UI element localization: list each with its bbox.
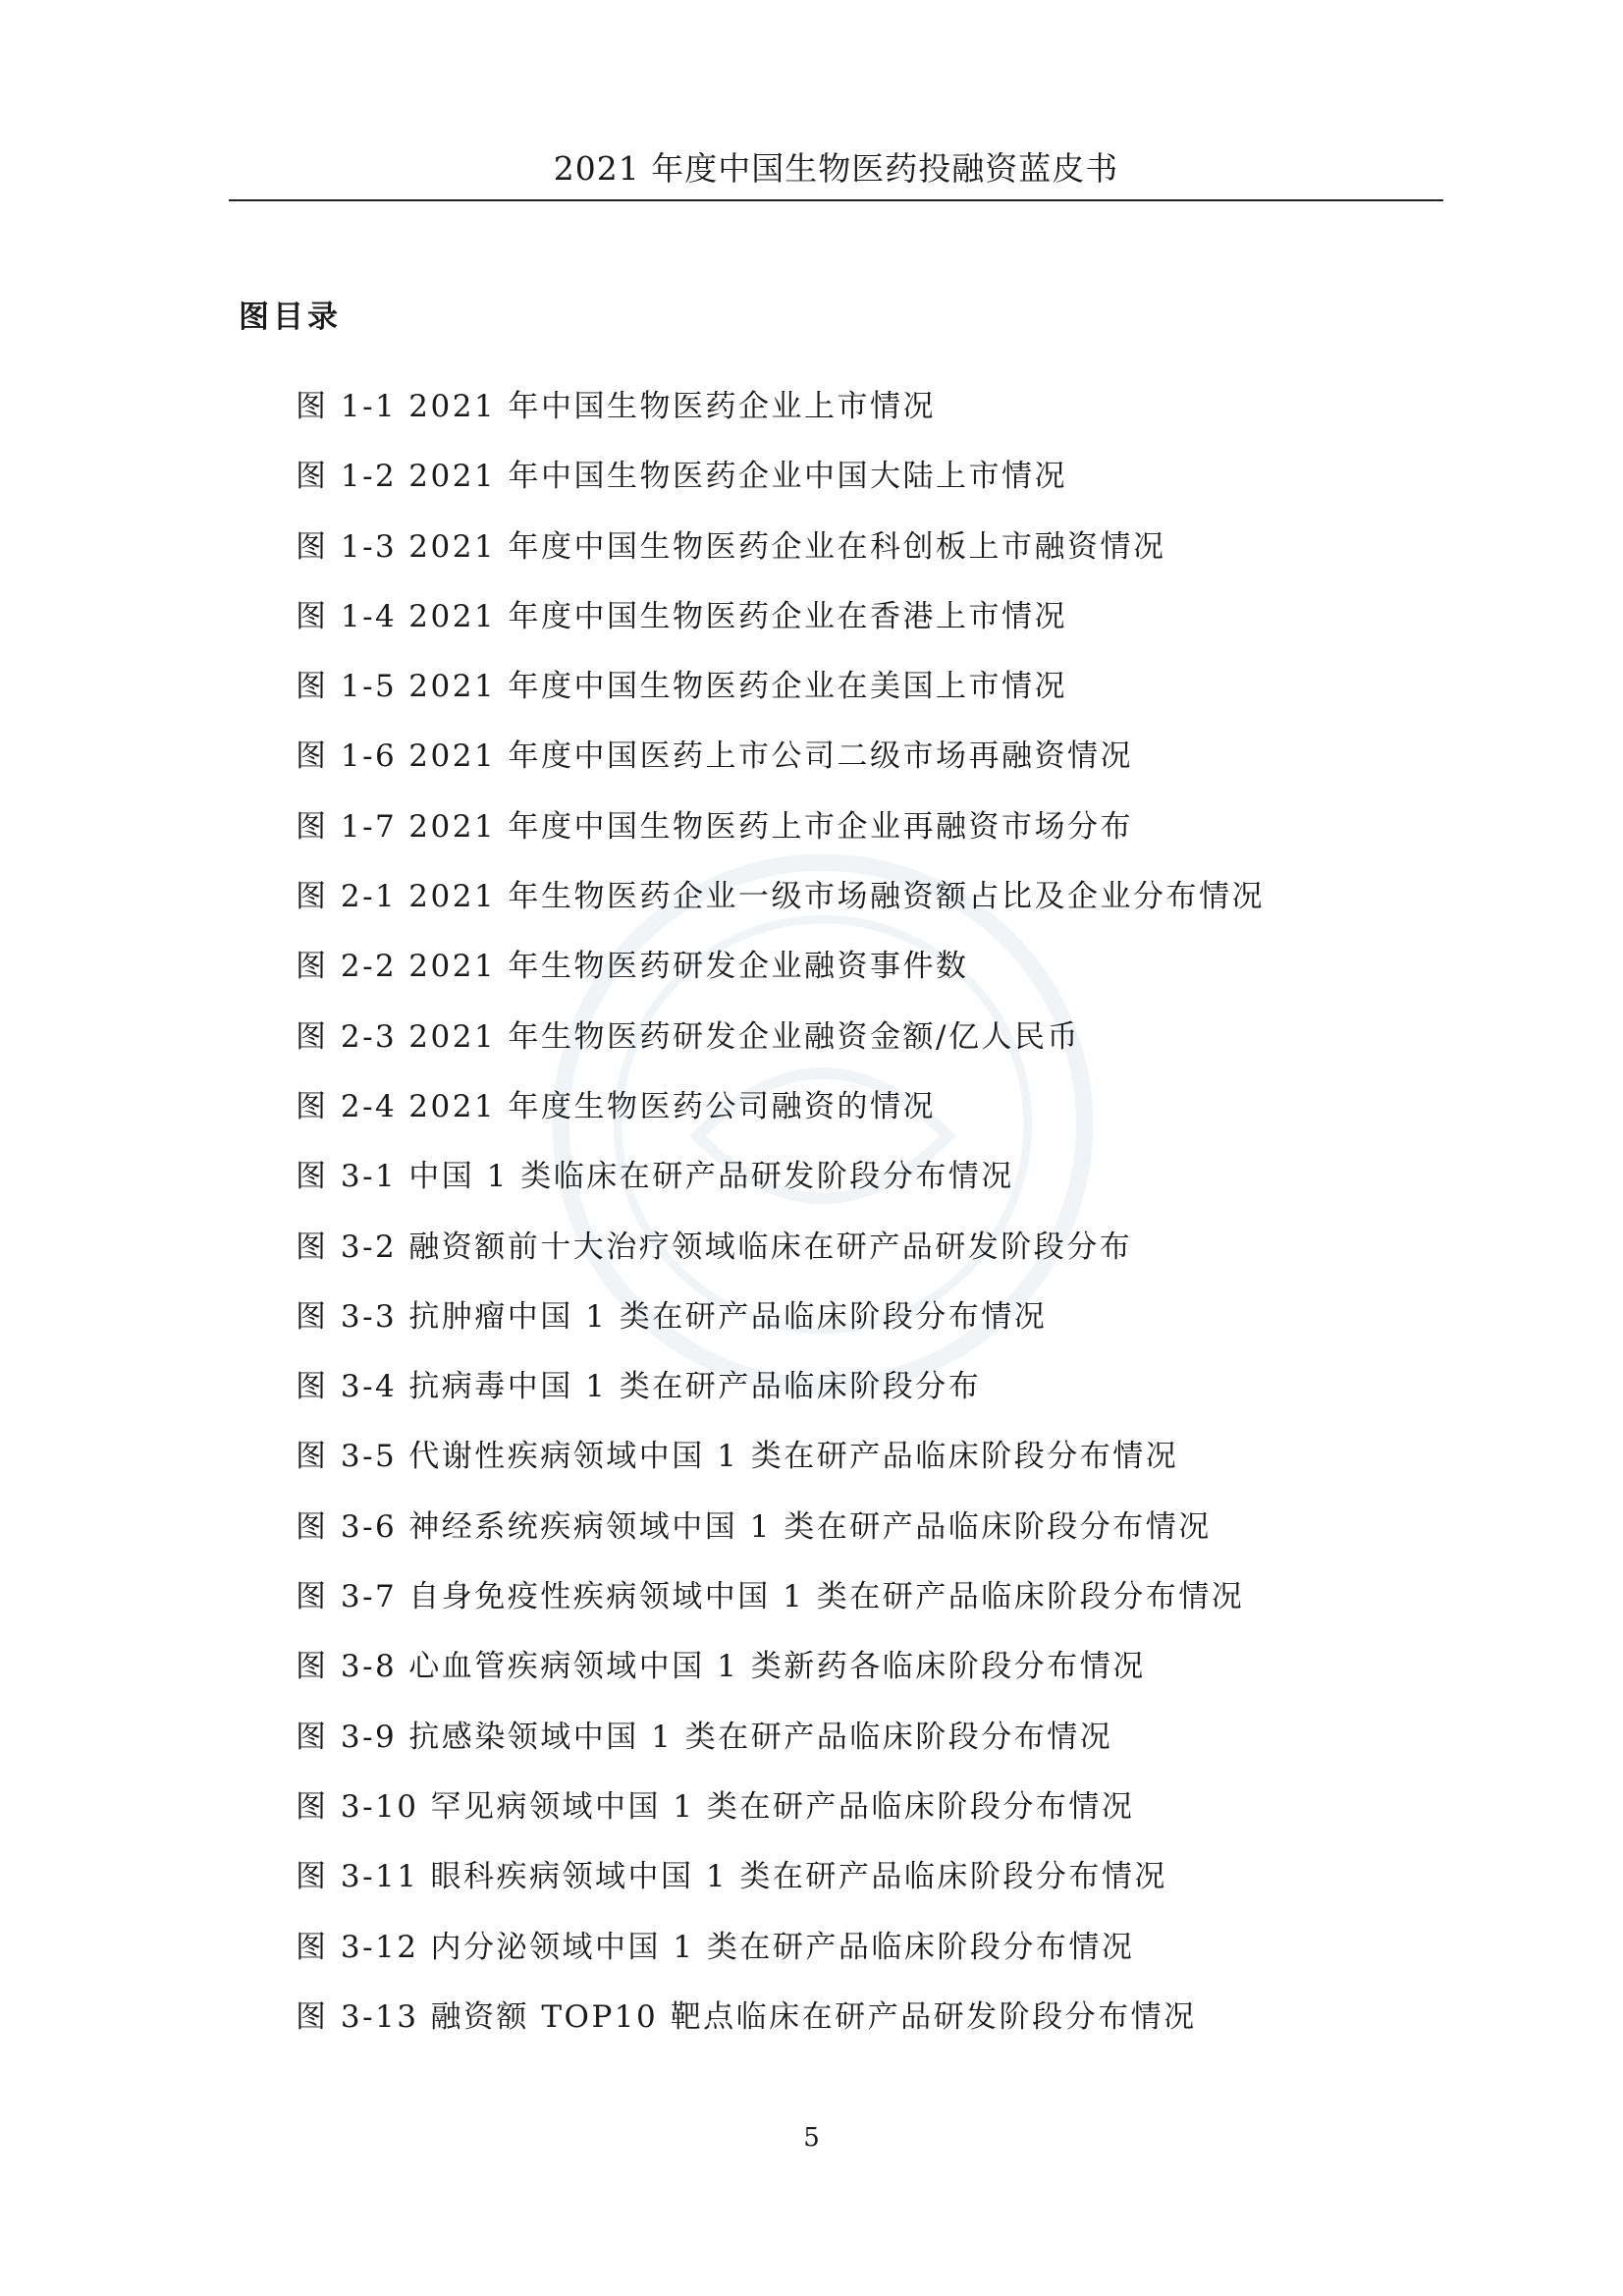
toc-entry[interactable]	[296, 1226, 1434, 1295]
figure-number: 图 3-9	[296, 1719, 398, 1755]
figure-number: 图 3-6	[296, 1508, 398, 1545]
figure-title: 2021 年度生物医药公司融资的情况	[408, 1088, 937, 1124]
toc-entry[interactable]	[296, 875, 1434, 945]
figure-number: 图 3-8	[296, 1649, 398, 1685]
figure-title: 心血管疾病领域中国 1 类新药各临床阶段分布情况	[408, 1649, 1146, 1685]
figure-number: 图 3-12	[296, 1929, 419, 1965]
figure-number: 图 1-6	[296, 738, 398, 775]
header-divider	[229, 199, 1443, 201]
toc-entry[interactable]	[296, 455, 1434, 524]
figure-number: 图 2-3	[296, 1018, 398, 1055]
figure-title: 神经系统疾病领域中国 1 类在研产品临床阶段分布情况	[408, 1508, 1212, 1545]
toc-entry[interactable]	[296, 1645, 1434, 1715]
figure-title: 自身免疫性疾病领域中国 1 类在研产品临床阶段分布情况	[408, 1579, 1245, 1615]
toc-entry[interactable]	[296, 1015, 1434, 1085]
figure-title: 2021 年度中国生物医药企业在香港上市情况	[408, 598, 1068, 634]
page-header-title: 2021 年度中国生物医药投融资蓝皮书	[553, 149, 1119, 188]
toc-entry[interactable]	[296, 1085, 1434, 1155]
figure-title: 代谢性疾病领域中国 1 类在研产品临床阶段分布情况	[408, 1439, 1179, 1475]
figure-number: 图 1-3	[296, 528, 398, 565]
figure-title: 2021 年度中国生物医药企业在美国上市情况	[408, 669, 1068, 705]
figure-title: 抗病毒中国 1 类在研产品临床阶段分布	[408, 1369, 982, 1405]
figure-title: 融资额 TOP10 靶点临床在研产品研发阶段分布情况	[430, 1998, 1197, 2035]
toc-entry[interactable]	[296, 665, 1434, 735]
figure-title: 罕见病领域中国 1 类在研产品临床阶段分布情况	[430, 1788, 1135, 1825]
toc-entry[interactable]	[296, 385, 1434, 455]
figure-title: 2021 年生物医药研发企业融资事件数	[408, 949, 969, 985]
figure-number: 图 1-2	[296, 459, 398, 495]
toc-entry[interactable]	[296, 1155, 1434, 1225]
figure-number: 图 3-2	[296, 1229, 398, 1265]
figure-title: 2021 年度中国医药上市公司二级市场再融资情况	[408, 738, 1134, 775]
page-number: 5	[803, 2123, 820, 2153]
figure-number: 图 3-11	[296, 1859, 419, 1895]
toc-entry[interactable]	[296, 595, 1434, 665]
figure-number: 图 3-1	[296, 1159, 398, 1195]
toc-entry[interactable]	[296, 1785, 1434, 1855]
toc-entry[interactable]	[296, 1716, 1434, 1785]
figure-title: 2021 年生物医药研发企业融资金额/亿人民币	[408, 1018, 1080, 1055]
toc-entry[interactable]	[296, 1505, 1434, 1575]
figure-title: 融资额前十大治疗领域临床在研产品研发阶段分布	[408, 1229, 1133, 1265]
toc-entry[interactable]	[296, 1365, 1434, 1435]
figure-number: 图 1-7	[296, 808, 398, 845]
figure-number: 图 3-7	[296, 1579, 398, 1615]
figure-title: 2021 年中国生物医药企业中国大陆上市情况	[408, 459, 1068, 495]
toc-entry[interactable]	[296, 1995, 1434, 2065]
figure-number: 图 1-1	[296, 389, 398, 424]
figure-number: 图 3-4	[296, 1369, 398, 1405]
figure-number: 图 2-4	[296, 1088, 398, 1124]
toc-entry[interactable]	[296, 1295, 1434, 1365]
toc-heading: 图目录	[239, 300, 342, 335]
figure-number: 图 1-4	[296, 598, 398, 634]
toc-entry[interactable]	[296, 1435, 1434, 1504]
figure-number: 图 3-3	[296, 1298, 398, 1335]
toc-entry[interactable]	[296, 1855, 1434, 1925]
toc-entry[interactable]	[296, 1575, 1434, 1645]
toc-entry[interactable]	[296, 1926, 1434, 1995]
toc-entry[interactable]	[296, 805, 1434, 875]
figure-title: 抗肿瘤中国 1 类在研产品临床阶段分布情况	[408, 1298, 1048, 1335]
figure-title: 2021 年度中国生物医药企业在科创板上市融资情况	[408, 528, 1166, 565]
toc-entry[interactable]	[296, 525, 1434, 595]
figure-number: 图 3-5	[296, 1439, 398, 1475]
toc-entry[interactable]	[296, 735, 1434, 804]
figure-title: 2021 年生物医药企业一级市场融资额占比及企业分布情况	[408, 879, 1266, 915]
figure-number: 图 2-1	[296, 879, 398, 915]
figure-title: 眼科疾病领域中国 1 类在研产品临床阶段分布情况	[430, 1859, 1167, 1895]
figure-title: 2021 年中国生物医药企业上市情况	[408, 389, 937, 424]
toc-entry[interactable]	[296, 945, 1434, 1014]
figure-title: 中国 1 类临床在研产品研发阶段分布情况	[408, 1159, 1014, 1195]
figure-title: 2021 年度中国生物医药上市企业再融资市场分布	[408, 808, 1134, 845]
figure-title: 内分泌领域中国 1 类在研产品临床阶段分布情况	[430, 1929, 1135, 1965]
figure-number: 图 2-2	[296, 949, 398, 985]
figure-title: 抗感染领域中国 1 类在研产品临床阶段分布情况	[408, 1719, 1113, 1755]
figure-number: 图 1-5	[296, 669, 398, 705]
figure-number: 图 3-13	[296, 1998, 419, 2035]
figure-number: 图 3-10	[296, 1788, 419, 1825]
figure-list	[296, 385, 1434, 2065]
